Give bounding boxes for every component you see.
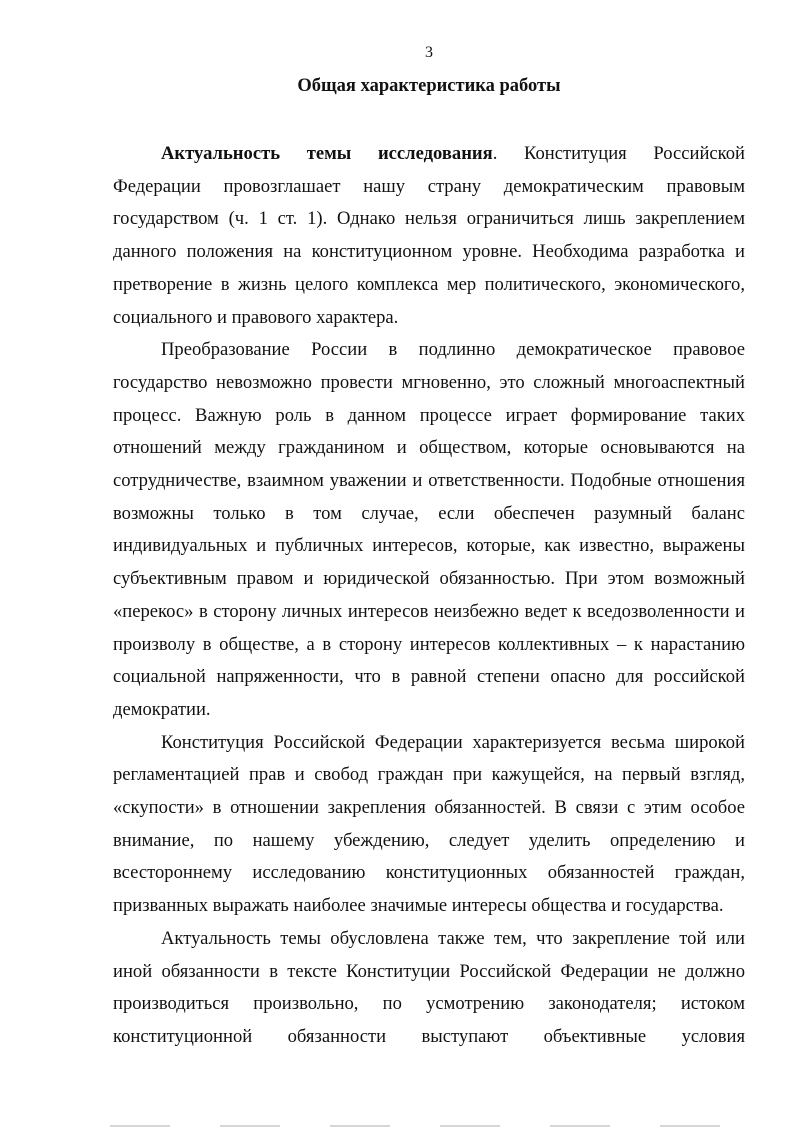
section-heading: Общая характеристика работы: [297, 76, 561, 96]
document-body: [113, 138, 745, 1054]
paragraph-relevance-continued: Актуальность темы обусловлена также тем, что закрепление той или иной обязанности в тексте Конституции Российской Федерации не должно производиться произвольно, по усмотрению законодателя; истоком конституционной обязанности выступают объективные условия: [113, 927, 745, 1047]
paragraph-relevance: [113, 138, 745, 334]
paragraph-lead: Актуальность темы исследования: [161, 143, 493, 164]
paragraph-transformation: Преобразование России в подлинно демократическое правовое государство невозможно провести мгновенно, это сложный многоаспектный процесс. Важную роль в данном процессе играет формирование таких отношений между гражданином и обществом, которые основываются на сотрудничестве, взаимном уважении и ответственности. Подобные отношения возможны только в том случае, если обеспечен разумный баланс индивидуальных и публичных интересов, которые, как известно, выражены субъективным правом и юридической обязанностью. При этом возможный «перекос» в сторону личных интересов неизбежно ведет к вседозволенности и произволу в обществе, а в сторону интересов коллективных – к нарастанию социальной напряженности, что в равной степени опасно для российской демократии.: [113, 339, 745, 720]
page-number: 3: [425, 44, 433, 61]
paragraph-constitution: Конституция Российской Федерации характеризуется весьма широкой регламентацией прав и свобод граждан при кажущейся, на первый взгляд, «скупости» в отношении закрепления обязанностей. В связи с этим особое внимание, по нашему убеждению, следует уделить определению и всестороннему исследованию конституционных обязанностей граждан, призванных выражать наиболее значимые интересы общества и государства.: [113, 731, 745, 917]
paragraph-text: . Конституция Российской Федерации провозглашает нашу страну демократическим правовым государством (ч. 1 ст. 1). Однако нельзя ограничиться лишь закреплением данного положения на конституционном уровне. Необходима разработка и претворение в жизнь целого комплекса мер политического, экономического, социального и правового характера.: [113, 143, 746, 328]
scan-artifact-rule: [110, 1125, 760, 1127]
